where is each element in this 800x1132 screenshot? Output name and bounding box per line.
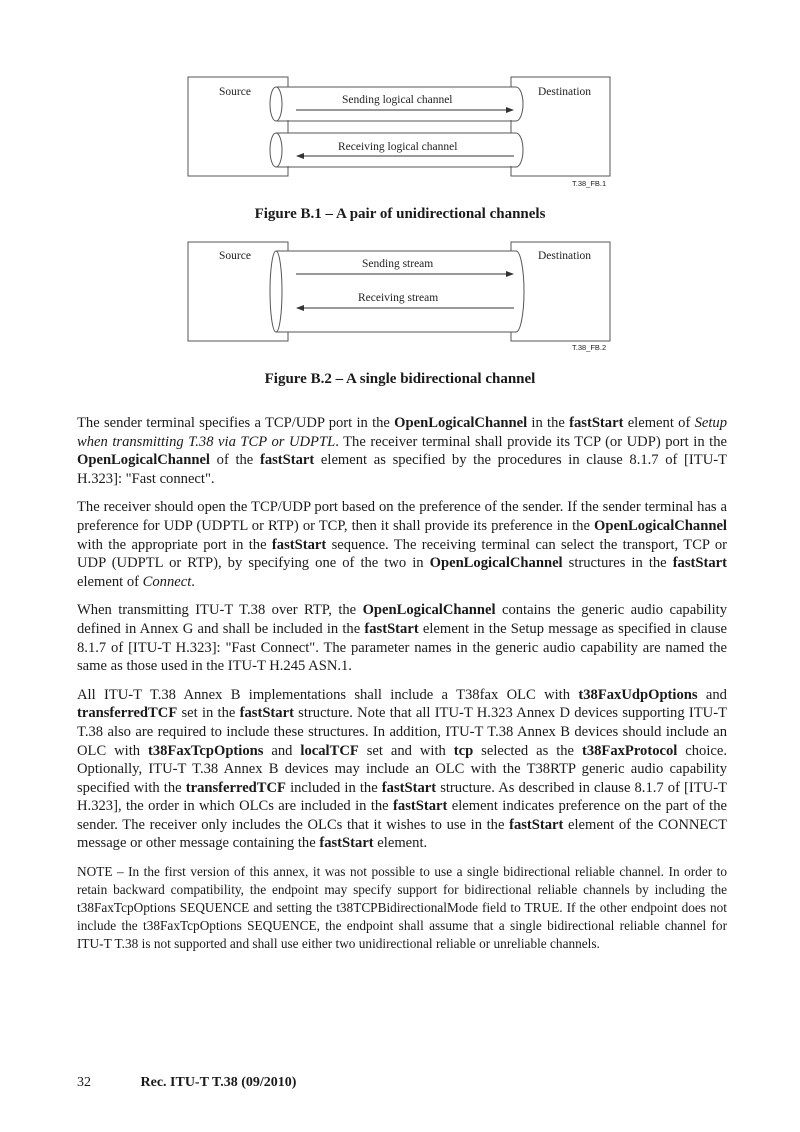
source-label: Source: [219, 86, 251, 98]
bold-term: fastStart: [259, 452, 315, 469]
figure-caption: Figure B.2 – A single bidirectional channel: [264, 371, 536, 387]
text-run: The sender terminal specifies a TCP/UDP port in the: [77, 415, 395, 431]
paragraph: [77, 414, 727, 488]
bold-term: tcp: [453, 742, 474, 759]
bold-term: fastStart: [381, 779, 437, 796]
text-run: and: [697, 686, 727, 703]
destination-label: Destination: [538, 250, 592, 262]
text-run: structures in the: [562, 555, 673, 572]
text-run: element as specified by the procedures in clause 8.1.7 of [ITU-T H.323]: "Fast connect".: [77, 452, 728, 487]
text-run: element of the CONNECT message or other message containing the: [77, 816, 727, 852]
italic-term: Connect: [142, 573, 192, 590]
text-run: element in the Setup message as specified in clause 8.1.7 of [ITU-T H.323]: "Fast Connect". The parameter names in the generic audio capability are named the same as those used in the ITU-T H.245 ASN.1.: [77, 620, 727, 675]
text-run: When transmitting ITU-T T.38 over RTP, the: [77, 602, 363, 619]
text-run: choice. Optionally, ITU-T T.38 Annex B devices may include an OLC with the T38RTP generic audio capability specified with the: [77, 742, 728, 796]
recommendation-id: Rec. ITU-T T.38 (09/2010): [140, 1075, 297, 1090]
text-run: .: [191, 573, 195, 590]
figure-code: T.38_FB.1: [572, 179, 607, 188]
bold-term: transferredTCF: [185, 779, 286, 796]
receiving-stream-label: Receiving stream: [358, 292, 439, 304]
bold-term: fastStart: [393, 798, 448, 815]
text-run: structure. As described in clause 8.1.7 of [ITU-T H.323], the order in which OLCs are included in the: [77, 779, 727, 815]
bold-term: OpenLogicalChannel: [429, 555, 563, 572]
bold-term: fastStart: [569, 415, 624, 431]
text-run: structure. Note that all ITU-T H.323 Annex D devices supporting ITU-T T.38 also are required to include these structures. In addition, ITU-T T.38 Annex B devices should include an OLC with: [77, 705, 727, 759]
bold-term: t38FaxTcpOptions: [148, 742, 264, 759]
text-run: set and with: [358, 742, 454, 759]
text-run: The receiver should open the TCP/UDP port based on the preference of the sender. If the sender terminal has a preference for UDP (UDPTL or RTP) or TCP, then it shall provide its preference in the: [77, 499, 727, 534]
text-run: element of: [623, 415, 695, 431]
figure-caption: Figure B.1 – A pair of unidirectional channels: [254, 206, 546, 222]
bold-term: localTCF: [300, 742, 359, 759]
bold-term: t38FaxUdpOptions: [578, 686, 698, 703]
destination-label: Destination: [538, 86, 592, 98]
paragraph: [77, 601, 727, 675]
bold-term: fastStart: [672, 555, 727, 572]
bold-term: OpenLogicalChannel: [394, 415, 528, 431]
page-footer: [77, 1075, 296, 1091]
paragraph: [77, 686, 727, 853]
bold-term: fastStart: [509, 816, 564, 833]
italic-term: Setup when transmitting T.38 via TCP or UDPTL: [77, 415, 727, 450]
bold-term: OpenLogicalChannel: [362, 602, 496, 619]
text-run: element of: [77, 573, 143, 590]
figure-b2: [0, 0, 800, 400]
bold-term: fastStart: [271, 536, 327, 553]
text-run: included in the: [285, 779, 382, 796]
bold-term: transferredTCF: [77, 705, 178, 722]
paragraph: [77, 498, 727, 591]
text-run: contains the generic audio capability defined in Annex G and shall be included in the: [77, 602, 728, 637]
text-run: set in the: [177, 705, 240, 722]
pipe-end-left: [270, 251, 282, 332]
sending-channel-label: Sending logical channel: [342, 94, 453, 106]
bold-term: fastStart: [364, 620, 419, 637]
text-run: selected as the: [473, 742, 582, 759]
body-text: [77, 414, 727, 963]
text-run: . The receiver terminal shall provide its TCP (or UDP) port in the: [335, 433, 727, 450]
text-run: element indicates preference on the part of the sender. The receiver only includes the OLCs that it wishes to use in the: [77, 798, 728, 833]
page-number: 32: [77, 1075, 91, 1090]
text-run: sequence. The receiving terminal can select the transport, TCP or UDP (UDPTL or RTP), by specifying one of the two in: [77, 536, 727, 572]
text-run: and: [263, 742, 301, 759]
figure-code: T.38_FB.2: [572, 343, 607, 352]
text-run: All ITU-T T.38 Annex B implementations shall include a T38fax OLC with: [77, 686, 579, 703]
bold-term: fastStart: [319, 835, 374, 852]
bold-term: OpenLogicalChannel: [594, 517, 727, 534]
figure-b2-diagram: [0, 0, 800, 360]
sending-stream-label: Sending stream: [362, 258, 434, 270]
text-run: in the: [527, 415, 570, 431]
text-run: of the: [210, 452, 260, 469]
text-run: element.: [373, 835, 428, 852]
receiving-channel-label: Receiving logical channel: [338, 141, 458, 153]
bold-term: OpenLogicalChannel: [77, 452, 210, 469]
bold-term: t38FaxProtocol: [581, 742, 678, 759]
text-run: with the appropriate port in the: [77, 536, 272, 553]
note: NOTE – In the first version of this annex, it was not possible to use a single bidirectional reliable channel. In order to retain backward compatibility, the endpoint may specify support for bidirectional reliable channels by including the t38FaxTcpOptions SEQUENCE and setting the t38TCPBidirectionalMode field to TRUE. If the other endpoint does not include the t38FaxTcpOptions SEQUENCE, the endpoint shall assume that a single bidirectional reliable channel for ITU-T T.38 is not supported and shall use either two unidirectional reliable or unreliable channels.: [77, 864, 727, 952]
source-label: Source: [219, 250, 251, 262]
bold-term: fastStart: [239, 705, 294, 722]
